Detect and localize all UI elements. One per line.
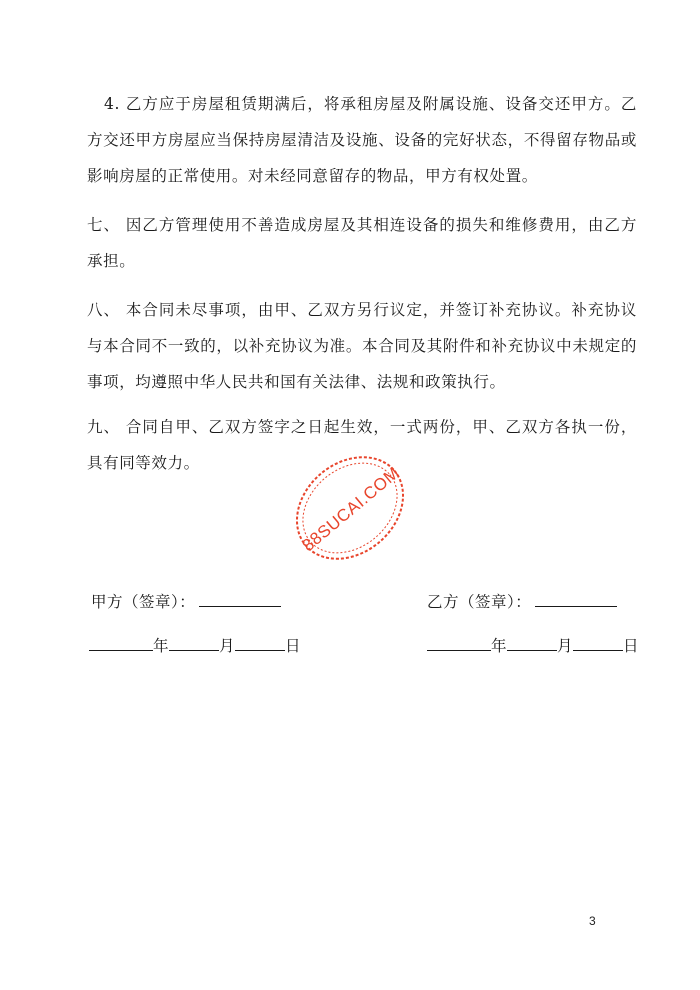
party-a-day-label: 日 <box>285 637 302 655</box>
party-b-label: 乙方（签章）： <box>427 593 532 611</box>
clause-8-paragraph: 八、 本合同未尽事项，由甲、乙双方另行议定，并签订补充协议。补充协议与本合同不一致的，以补充协议为准。本合同及其附件和补充协议中未规定的事项，均遵照中华人民共和国有关法律、法规和政策执行。 <box>87 301 637 391</box>
page-number: 3 <box>589 914 596 928</box>
party-a-year-label: 年 <box>153 637 170 655</box>
clause-4-text: 4. 乙方应于房屋租赁期满后，将承租房屋及附属设施、设备交还甲方。乙方交还甲方房屋应当保持房屋清洁及设施、设备的完好状态，不得留存物品或影响房屋的正常使用。对未经同意留存的物品，甲方有权处置。 <box>87 95 637 185</box>
clause-9-paragraph: 九、 合同自甲、乙双方签字之日起生效，一式两份，甲、乙双方各执一份，具有同等效力。 <box>87 418 637 472</box>
party-b-signature <box>427 590 617 612</box>
clause-4-paragraph <box>87 86 637 194</box>
party-b-month-line <box>507 637 557 651</box>
party-a-signature <box>91 590 281 612</box>
party-a-label: 甲方（签章）： <box>91 593 196 611</box>
party-a-date <box>89 634 301 656</box>
party-b-year-label: 年 <box>491 637 508 655</box>
party-a-year-line <box>89 637 153 651</box>
party-b-day-line <box>573 637 623 651</box>
party-a-day-line <box>235 637 285 651</box>
watermark-stamp <box>288 446 412 570</box>
party-b-day-label: 日 <box>623 637 640 655</box>
clause-7-paragraph: 七、 因乙方管理使用不善造成房屋及其相连设备的损失和维修费用，由乙方承担。 <box>87 216 637 270</box>
party-b-date <box>427 634 639 656</box>
party-a-signature-line <box>199 593 281 607</box>
watermark-text: 88SUCAI.COM <box>298 463 404 556</box>
party-a-month-label: 月 <box>219 637 236 655</box>
party-b-signature-line <box>535 593 617 607</box>
party-a-month-line <box>169 637 219 651</box>
party-b-year-line <box>427 637 491 651</box>
party-b-month-label: 月 <box>557 637 574 655</box>
